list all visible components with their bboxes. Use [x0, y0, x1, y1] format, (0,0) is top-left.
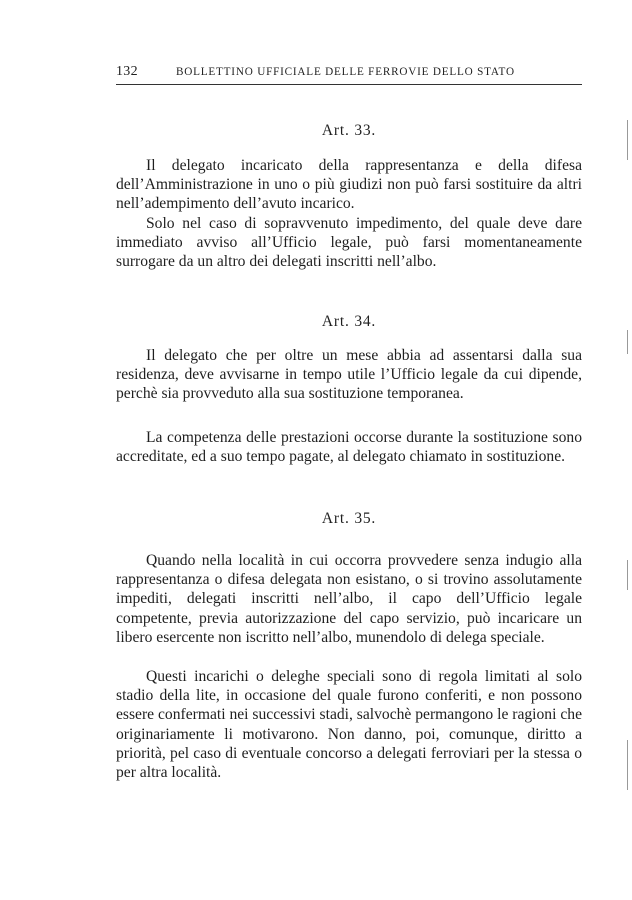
- scan-edge-mark: [627, 560, 628, 590]
- article-33-heading: Art. 33.: [321, 122, 377, 139]
- scan-edge-mark: [627, 740, 628, 790]
- scan-edge-mark: [627, 120, 628, 160]
- running-title: BOLLETTINO UFFICIALE DELLE FERROVIE DELLO STATO: [176, 66, 515, 78]
- header-rule: [116, 84, 582, 85]
- article-34-paragraph-2: La competenza delle prestazioni occorse durante la sostituzione sono accreditate, ed a suo tempo pagate, al delegato chiamato in sostituzione.: [116, 429, 582, 466]
- article-35-heading: Art. 35.: [321, 510, 377, 527]
- article-33-paragraph-1: Il delegato incaricato della rappresentanza e della difesa dell’Amministrazione in uno o più giudizi non può farsi sostituire da altri nell’adempimento dell’avuto incarico.: [116, 157, 582, 213]
- article-35-paragraph-2: Questi incarichi o deleghe speciali sono di regola limitati al solo stadio della lite, in occasione del quale furono conferiti, e non possono essere confermati nei successivi stadi, salvochè permangono le ragioni che originariamente li motivarono. Non danno, poi, comunque, diritto a priorità, pel caso di eventuale concorso a delegati ferroviari per la stessa o per altra località.: [116, 668, 582, 782]
- page-header: [116, 64, 582, 84]
- scan-edge-mark: [627, 330, 628, 354]
- article-33-paragraph-2: Solo nel caso di sopravvenuto impedimento, del quale deve dare immediato avviso all’Ufficio legale, può farsi momentaneamente surrogare da un altro dei delegati inscritti nell’albo.: [116, 215, 582, 271]
- page-number: 132: [116, 64, 138, 79]
- article-34-heading: Art. 34.: [321, 313, 377, 330]
- article-35-paragraph-1: Quando nella località in cui occorra provvedere senza indugio alla rappresentanza o difesa delegata non esistano, o si trovino assolutamente impediti, delegati inscritti nell’albo, il capo dell’Ufficio legale competente, previa autorizzazione del capo servizio, può incaricare un libero esercente non iscritto nell’albo, munendolo di delega speciale.: [116, 552, 582, 646]
- article-34-paragraph-1: Il delegato che per oltre un mese abbia ad assentarsi dalla sua residenza, deve avvisarne in tempo utile l’Ufficio legale da cui dipende, perchè sia provveduto alla sua sostituzione temporanea.: [116, 347, 582, 403]
